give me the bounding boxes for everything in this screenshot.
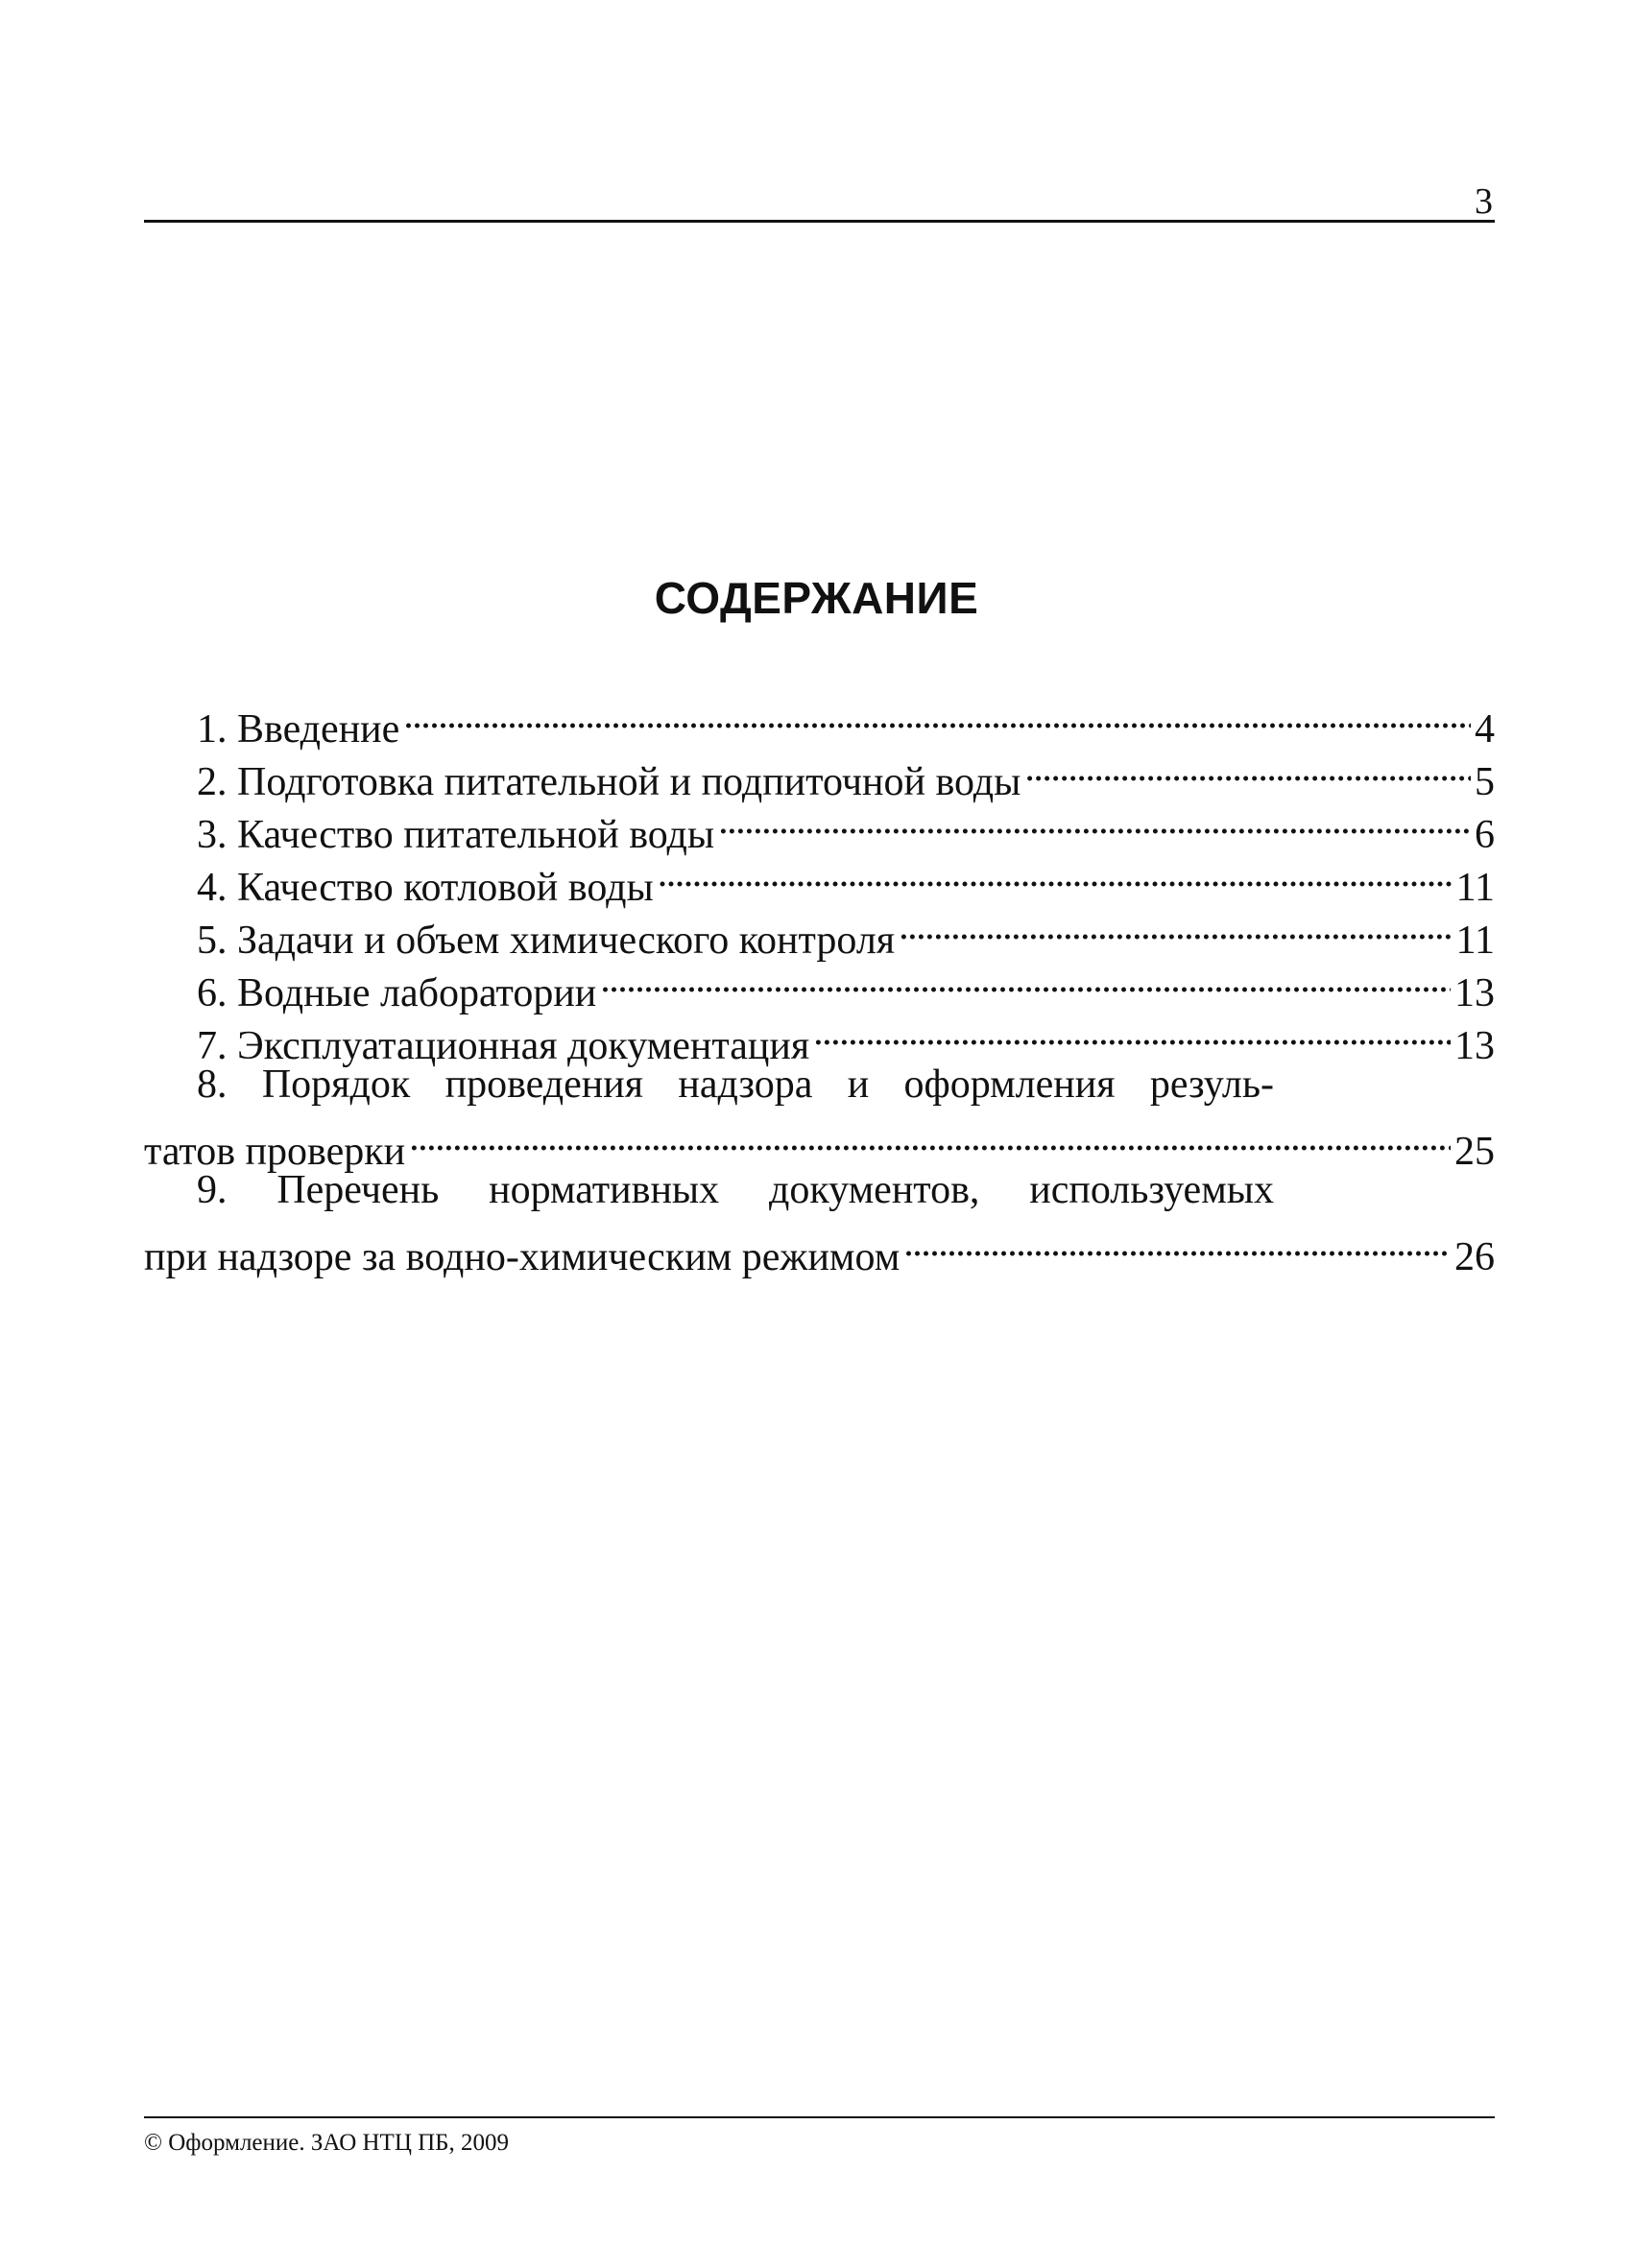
toc-entry-title: 3. Качество питательной воды [197,813,715,857]
toc-leader-dots [813,1006,1451,1059]
toc-entry-title: 2. Подготовка питательной и подпиточной воды [197,760,1021,804]
toc-leader-dots [658,848,1453,900]
toc-leader-dots [403,689,1471,742]
toc-leader-dots [1024,742,1471,795]
page-number: 3 [1475,181,1493,222]
toc-entry-page: 11 [1455,919,1495,963]
toc-entry-page: 26 [1454,1235,1495,1279]
toc-entry-title-line2: татов проверки [144,1130,406,1174]
copyright-notice: © Оформлениe. ЗАО НТЦ ПБ, 2009 [144,2130,510,2156]
toc-entry-9[interactable] [144,1164,1495,1279]
toc-entry-page: 4 [1475,707,1495,752]
table-of-contents [144,689,1495,1279]
toc-entry-title: 6. Водные лаборатории [197,971,597,1015]
toc-entry-page: 6 [1475,813,1495,857]
toc-entry-title-line1: 8. Порядок проведения надзора и оформления резуль- [197,1062,1274,1107]
footer-rule [144,2116,1495,2118]
header-rule [144,220,1495,223]
toc-entry-page: 13 [1454,971,1495,1015]
toc-leader-dots [899,900,1452,953]
toc-leader-dots [600,953,1451,1006]
toc-entry-title: 1. Введение [197,707,400,752]
toc-entry-title-line2: при надзоре за водно-химическим режимом [144,1235,901,1279]
toc-entry-title-line1: 9. Перечень нормативных документов, используемых [197,1168,1274,1212]
toc-entry-page: 5 [1475,760,1495,804]
toc-entry-1[interactable] [144,689,1495,752]
toc-leader-dots [903,1217,1451,1270]
toc-entry-title: 7. Эксплуатационная документация [197,1024,810,1068]
toc-entry-page: 11 [1455,866,1495,910]
toc-entry-page: 13 [1454,1024,1495,1068]
toc-entry-title: 5. Задачи и объем химического контроля [197,919,896,963]
toc-entry-page: 25 [1454,1130,1495,1174]
toc-entry-8[interactable] [144,1059,1495,1174]
toc-title: СОДЕРЖАНИЕ [654,573,979,623]
toc-entry-title: 4. Качество котловой воды [197,866,654,910]
toc-leader-dots [409,1111,1451,1164]
toc-leader-dots [718,795,1471,848]
